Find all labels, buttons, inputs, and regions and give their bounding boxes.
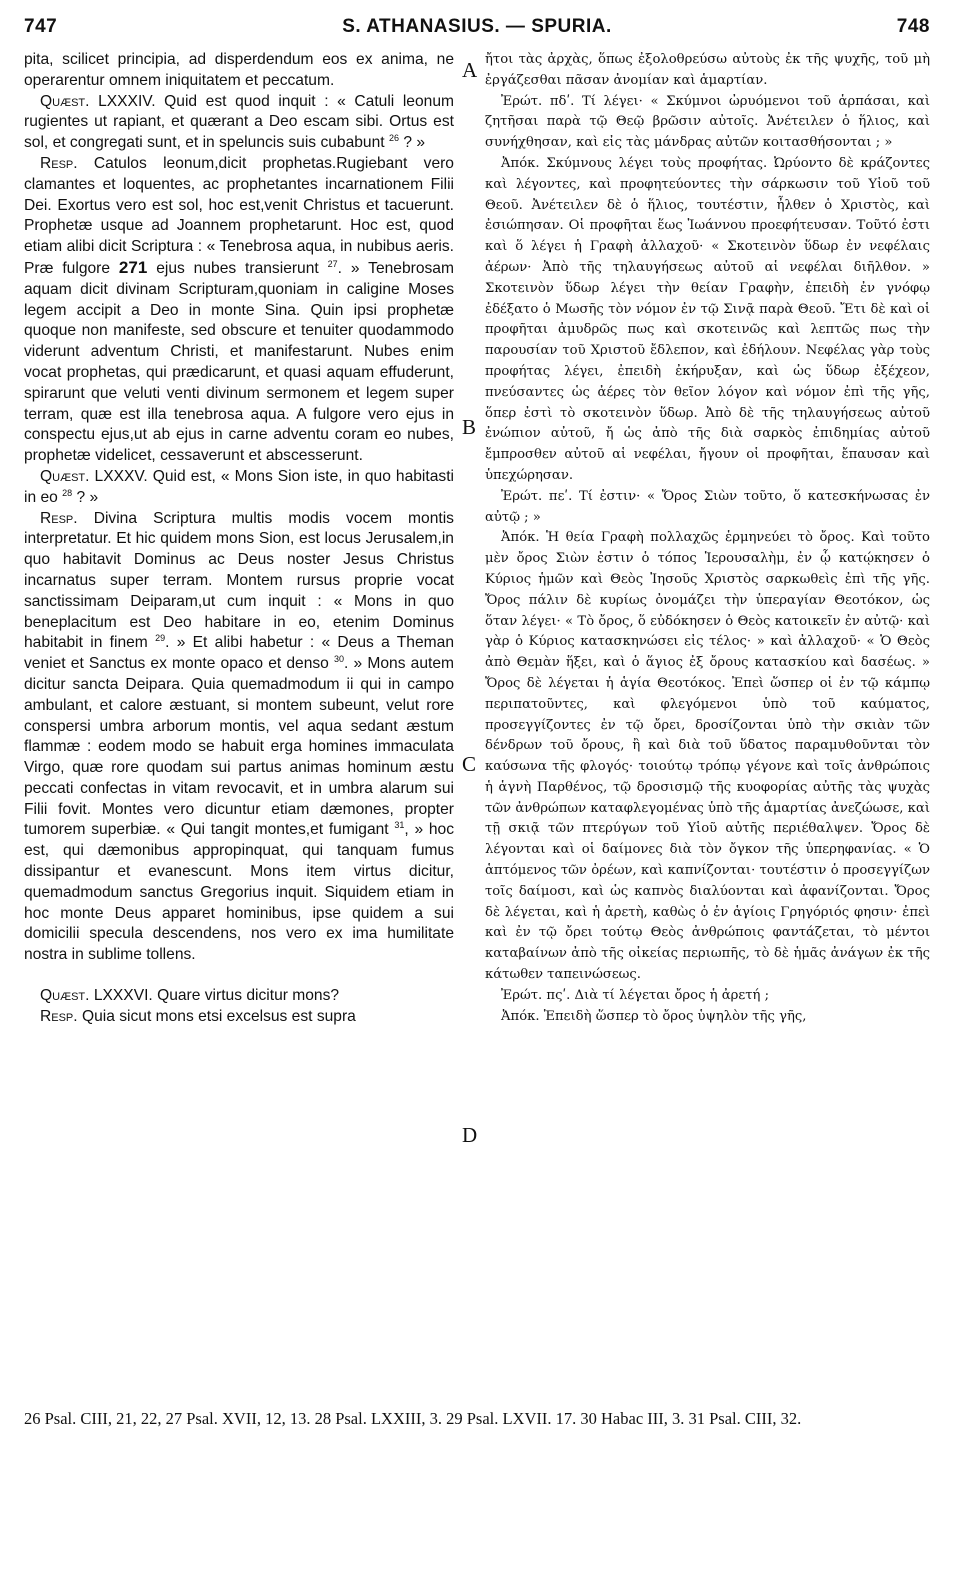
latin-question-84 (24, 92, 454, 154)
greek-question-85: Ἐρώτ. πεʹ. Τί ἐστιν· « Ὄρος Σιὼν τοῦτο, ὅ κατεσκήνωσας ἐν αὐτῷ ; » (485, 488, 930, 525)
page-number-left: 747 (24, 16, 58, 37)
latin-paragraph-intro: pita, scilicet principia, ad disperdendum eos ex anima, ne operarentur omnem iniquitatem et peccatum. (24, 51, 454, 89)
latin-answer-84 (24, 154, 454, 467)
latin-answer-85 (24, 509, 454, 967)
answer-text: . » Mons autem dicitur sancta Deipara. Quia quemadmodum ii qui in campo ambulant, et calore æstuant, si montem subeunt, velut rore conspersi umbra arborum montis, vel aqua sedant æstum flammæ : eodem modo se habuit erga homines immaculata Virgo, quæ rore quodam sui partus animas hominum æstu peccati confectas in vitam revocavit, et in umbra alarum sui Filii fovit. Montes vero dicuntur etiam dæmones, propter tumorem superbiæ. « Qui tangit montes,et fumigant (24, 655, 454, 839)
answer-text: . » Et alibi habetur : « Deus a Theman veniet et Sanctus ex monte opaco et denso (24, 634, 454, 673)
footnote-ref: 26 (388, 133, 399, 143)
answer-text: . » Tenebrosam aquam dicit divinam Scripturam,quoniam in caligine Moses legem accipit a Deo in monte Sina. Quin ipsi prophetæ quoque non manifeste, sed obscure et tenuiter quodammodo viderunt adventum Christi, et manifestarunt. Nubes enim vocat prophetas, qui prædicarunt, et quasi aquam effuderunt, spirarunt que veluti venti divinum sermonem et legem super terram, quæ est illa tenebrosa aqua. A fulgore vero ejus in conspectu ejus,ut ab ejus in carne adventu coram eo nubes, prophetæ videlicet, cessaverunt et abscesserunt. (24, 259, 454, 465)
footnotes: 26 Psal. CIII, 21, 22, 27 Psal. XVII, 12, 13. 28 Psal. LXXIII, 3. 29 Psal. LXVII. 17. 30 Habac III, 3. 31 Psal. CIII, 32. (24, 1409, 802, 1428)
question-text: LXXXIV. Quid est quod inquit : « Catuli leonum rugientes ut rapiant, et quærant a Deo escam sibi. Ortus est sol, et congregati sunt, et in speluncis suis cubabunt (24, 92, 454, 152)
section-marker-c: C (462, 752, 477, 776)
answer-text: Catulos leonum,dicit prophetas.Rugiebant vero clamantes et loquentes, ac prophetantes incarnationem Filii Dei. Exortus vero est sol, hoc est,venit Christus et tacuerunt. Prophetæ usque ad Joannem prophetarunt. Hoc est, quod etiam alibi dicit Scriptura : « Tenebrosa aqua, in nubibus aeris. Præ fulgore (24, 154, 454, 277)
question-end: ? » (403, 134, 425, 152)
greek-question-84: Ἐρώτ. πδʹ. Τί λέγει· « Σκύμνοι ὠρυόμενοι τοῦ ἁρπάσαι, καὶ ζητῆσαι παρὰ τῷ Θεῷ βρῶσιν αὐτοῖς. Ἀνέτειλεν ὁ ἥλιος, καὶ συνήχθησαν, καὶ εἰς τὰς μάνδρας αὐτῶν κοιτασθήσονται ; » (485, 93, 930, 151)
question-end: ? » (76, 488, 99, 506)
greek-answer-85: Ἀπόκ. Ἡ θεία Γραφὴ πολλαχῶς ἑρμηνεύει τὸ ὄρος. Καὶ τοῦτο μὲν ὄρος Σιὼν ἐστιν ὁ τόπος Ἱερουσαλὴμ, ἐν ᾧ κατῴκησεν ὁ Κύριος ἡμῶν καὶ Θεὸς Ἰησοῦς Χριστὸς σαρκωθεὶς ἐπὶ τῆς γῆς. Ὄρος πάλιν δὲ κυρίως ὀνομάζει τὴν ὑπεραγίαν Θεοτόκον, ὡς ὅταν λέγει· « Τὸ ὄρος, ὅ εὐδόκησεν ὁ Θεὸς κατοικεῖν ἐν αὐτῷ· καὶ γὰρ ὁ Κύριος κατασκηνώσει εἰς τέλος· » καὶ ἀλλαχοῦ· « Ὁ Θεὸς ἀπὸ Θεμὰν ἥξει, καὶ ὁ ἅγιος ἐξ ὄρους κατασκίου καὶ δασέως. » Ὄρος δὲ λέγεται ἡ ἁγία Θεοτόκος. Ἐπεὶ ὥσπερ οἱ ἐν τῷ κάμπῳ περιπατοῦντες, καὶ φλεγόμενοι ὑπὸ τοῦ καύματος, προσεγγίζοντες ἐν τῷ ὄρει, δροσίζονται ὑπὸ τὴν σκιὰν τῶν δένδρων τοῦ ὄρους, ἢ καὶ διὰ τοῦ ὕδατος παραμυθοῦνται τὸν καύσωνα τῆς φλογός· τοιούτῳ τρόπῳ γέγονε καὶ τοῖς ἀνθρώποις ἡ ἁγνὴ Παρθένος, τῷ δροσισμῷ τῆς κυοφορίας αὐτῆς τὰς ψυχὰς τῶν ἀνθρώπων καταφλεγομένας ὑπὸ τῆς ἁμαρτίας ἀνεζώωσε, καὶ τῇ σκιᾷ τῶν πτερύγων τοῦ Υἱοῦ αὐτῆς περιέθαλψεν. Ὄρος δὲ λέγονται καὶ οἱ δαίμονες διὰ τὸν ὄγκον τῆς ὑπερηφανίας. « Ὁ ἁπτόμενος τῶν ὀρέων, καὶ καπνίζονται· τουτέστιν ὁ προσεγγίζων τοῖς δαίμοσι, καὶ ὡς καπνὸς διαλύονται καὶ ἀφανίζονται. Ὄρος δὲ λέγεται, καὶ ἡ ἀρετὴ, καθὼς ὁ ἐν ἁγίοις Γρηγόριός φησιν· ἐπεὶ καὶ ἐν τῷ ὄρει τούτῳ Θεὸς ἀνθρώποις φαντάζεται, τὸ μέντοι καταβαίνων ἀπὸ τῆς οἰκείας περιωπῆς, τὸ δὲ ἡμᾶς ἀνάγων ἐκ τῆς κάτωθεν ταπεινώσεως. (485, 530, 930, 983)
answer-text: , » hoc est, qui dæmonibus appropinquat, qui tanquam fumus dissipantur et evanescunt. Mons item virtus dicitur, quemadmodum sanctus Gregorius inquit. Siquidem etiam in hoc monte Deus apparet hominibus, ipse quidem a sui domicilii specula descendens, nos vero ex ima humilitate nostra in sublime tollens. (24, 821, 454, 964)
page-header (24, 16, 930, 42)
footnote-ref: 28 (62, 487, 73, 498)
column-number: 271 (118, 257, 148, 277)
footnote-ref: 29 (155, 633, 166, 644)
section-marker-a: A (462, 58, 478, 82)
answer-label: Resp. (40, 154, 78, 172)
answer-label: Resp. (40, 509, 78, 527)
question-text: LXXXV. Quid est, « Mons Sion iste, in quo habitasti in eo (24, 467, 454, 506)
footnote-ref: 30 (334, 653, 345, 664)
question-label: Quæst. (40, 92, 90, 110)
latin-question-85 (24, 467, 454, 509)
greek-answer-84: Ἀπόκ. Σκύμνους λέγει τοὺς προφήτας. Ὠρύοντο δὲ κράζοντες καὶ λέγοντες, καὶ προφητεύοντες τὴν σάρκωσιν τοῦ Υἱοῦ τοῦ Θεοῦ. Ἀνέτειλεν δὲ ὁ ἥλιος, τουτέστιν, ἦλθεν ὁ Χριστὸς, καὶ ἐσιώπησαν. Οἱ προφῆται ἕως Ἰωάννου προεφήτευσαν. Τοῦτό ἐστι καὶ ὅ λέγει ἡ Γραφὴ ἀλλαχοῦ· « Σκοτεινὸν ὕδωρ ἐν νεφέλαις ἀέρων· Ἀπὸ τῆς τηλαυγήσεως αὐτοῦ αἱ νεφέλαι διῆλθον. » Σκοτεινὸν ὕδωρ λέγει τὴν θείαν Γραφὴν, ἐπειδὴ ἐν γνόφῳ ἐδέξατο ὁ Μωσῆς τὸν νόμον ἐν τῷ Σινᾷ παρὰ Θεοῦ. Ἔτι δὲ καὶ οἱ προφῆται ἀμυδρῶς πως καὶ σκοτεινῶς καὶ λεπτῶς πως τὴν παρουσίαν τοῦ Χριστοῦ ἔδλεπον, καὶ ἐδήλουν. Νεφέλας γὰρ τοὺς προφήτας λέγει, ἐπειδὴ ἐκήρυξαν, καὶ ὡς ὕδωρ ἐξέχεον, πνεύσαντες ὡς ἀέρες τὸν θεῖον λόγον καὶ νόμον ἐπὶ τῆς γῆς, ὅπερ ἐστὶ τὸ σκοτεινὸν ὕδωρ. Ἀπὸ δὲ τῆς τηλαυγήσεως αὐτοῦ ἐνώπιον αὐτοῦ, ἤ ὡς ἀπὸ τῆς διὰ σαρκὸς ἐπιδημίας αὐτοῦ ἔμπροσθεν αὐτοῦ αἱ νεφέλαι, ἤγουν οἱ προφῆται, ἔπαυσαν καὶ ὑπεχώρησαν. (485, 155, 930, 483)
question-label: Quæst. (40, 987, 90, 1005)
footnote-ref: 31 (394, 820, 405, 831)
latin-column (24, 50, 454, 1028)
section-marker-d: D (462, 1123, 478, 1147)
greek-column (485, 50, 930, 1027)
latin-question-86 (24, 986, 454, 1007)
running-title: S. ATHANASIUS. — SPURIA. (342, 16, 612, 37)
answer-label: Resp. (40, 1007, 78, 1025)
greek-answer-86: Ἀπόκ. Ἐπειδὴ ὥσπερ τὸ ὄρος ὑψηλὸν τῆς γῆς, (501, 1008, 807, 1024)
answer-text: Divina Scriptura multis modis vocem montis interpretatur. Et hic quidem mons Sion, est locus Jerusalem,in quo habitavit Dominus ac Deus noster Jesus Christus incarnatus super terram. Montem rursus proprie vocat sanctissimam Deiparam,ut cum inquit : « Mons in quo beneplacitum est Deo habitare in eo, etenim Dominus habitabit in finem (24, 509, 454, 652)
question-text: LXXXVI. Quare virtus dicitur mons? (93, 987, 340, 1005)
answer-text: ejus nubes transierunt (156, 259, 319, 277)
footnote-ref: 27 (327, 258, 338, 269)
greek-question-86: Ἐρώτ. πςʹ. Διὰ τί λέγεται ὄρος ἡ ἀρετή ; (501, 987, 770, 1003)
section-marker-b: B (462, 415, 477, 439)
latin-answer-86 (24, 1007, 454, 1028)
page-number-right: 748 (896, 16, 930, 37)
question-label: Quæst. (40, 467, 90, 485)
greek-paragraph-intro: ἤτοι τὰς ἀρχὰς, ὅπως ἐξολοθρεύσω αὐτοὺς ἐκ τῆς ψυχῆς, τοῦ μὴ ἐργάζεσθαι πᾶσαν ἀνομίαν καὶ ἁμαρτίαν. (485, 52, 930, 88)
answer-text: Quia sicut mons etsi excelsus est supra (81, 1007, 356, 1025)
